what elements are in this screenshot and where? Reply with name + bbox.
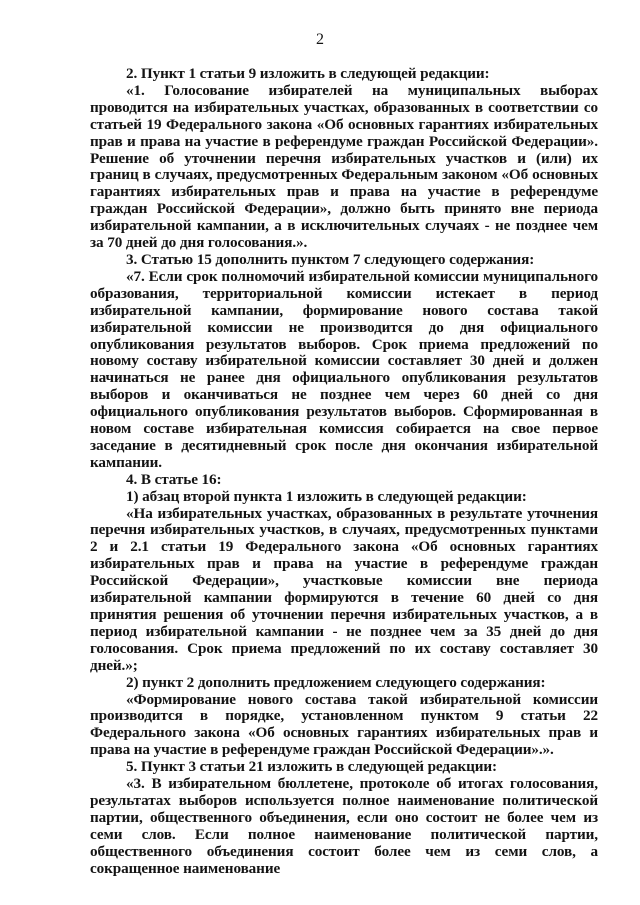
paragraph-article-16-clause-1: «На избирательных участках, образованных в результате уточнения перечня избирательных участков, в случаях, предусмотренных пунктами 2 и 2.1 статьи 19 Федерального закона «Об основных гарантиях избирательных прав и права на участие в референдуме граждан Российской Федерации», участковые комиссии вне периода избирательной кампании формируются в течение 60 дней со дня принятия решения об уточнении перечня избирательных участков, а в период избирательной кампании - не позднее чем за 35 дней до дня голосования. Срок приема предложений по их составу составляет 30 дней.»; xyxy=(90,504,598,674)
paragraph-subitem-2-heading: 2) пункт 2 дополнить предложением следующего содержания: xyxy=(126,673,546,691)
paragraph-item-4-heading: 4. В статье 16: xyxy=(126,470,222,488)
paragraph-item-2-heading: 2. Пункт 1 статьи 9 изложить в следующей редакции: xyxy=(126,65,490,82)
paragraph-item-3-heading: 3. Статью 15 дополнить пунктом 7 следующего содержания: xyxy=(126,250,535,268)
paragraph-article-21-clause-3: «3. В избирательном бюллетене, протоколе об итогах голосования, результатах выборов используется полное наименование политической партии, общественного объединения, если оно состоит не более чем из семи слов. Если полное наименование политической партии, общественного объединения состоит более чем из семи слов, а сокращенное наименование xyxy=(90,775,598,877)
paragraph-article-9-clause-1: «1. Голосование избирателей на муниципальных выборах проводится на избирательных участках, образованных в соответствии со статьей 19 Федерального закона «Об основных гарантиях избирательных прав и права на участие в референдуме граждан Российской Федерации». Решение об уточнении перечня избирательных участков и (или) их границ в случаях, предусмотренных Федеральным законом «Об основных гарантиях избирательных прав и права на участие в референдуме граждан Российской Федерации», должно быть принято вне периода избирательной кампании, а в исключительных случаях - не позднее чем за 70 дней до дня голосования.». xyxy=(90,81,598,252)
page-number: 2 xyxy=(316,31,324,48)
paragraph-article-15-clause-7: «7. Если срок полномочий избирательной комиссии муниципального образования, территориальной комиссии истекает в период избирательной кампании, формирование нового состава такой избирательной комиссии не производится до дня официального опубликования результатов выборов. Срок приема предложений по новому составу избирательной комиссии составляет 30 дней и должен начинаться не ранее дня официального опубликования результатов выборов и оканчиваться не позднее чем через 60 дней со дня официального опубликования результатов выборов. Сформированная в новом составе избирательная комиссия собирается на свое первое заседание в десятидневный срок после дня окончания избирательной кампании. xyxy=(90,267,598,471)
paragraph-item-5-heading: 5. Пункт 3 статьи 21 изложить в следующей редакции: xyxy=(126,758,498,776)
paragraph-article-16-clause-2-addition: «Формирование нового состава такой избирательной комиссии производится в порядке, установленном пунктом 9 статьи 22 Федерального закона «Об основных гарантиях избирательных прав и права на участие в референдуме граждан Российской Федерации».». xyxy=(90,690,598,759)
paragraph-subitem-1-heading: 1) абзац второй пункта 1 изложить в следующей редакции: xyxy=(126,487,527,505)
document-body xyxy=(90,66,598,878)
